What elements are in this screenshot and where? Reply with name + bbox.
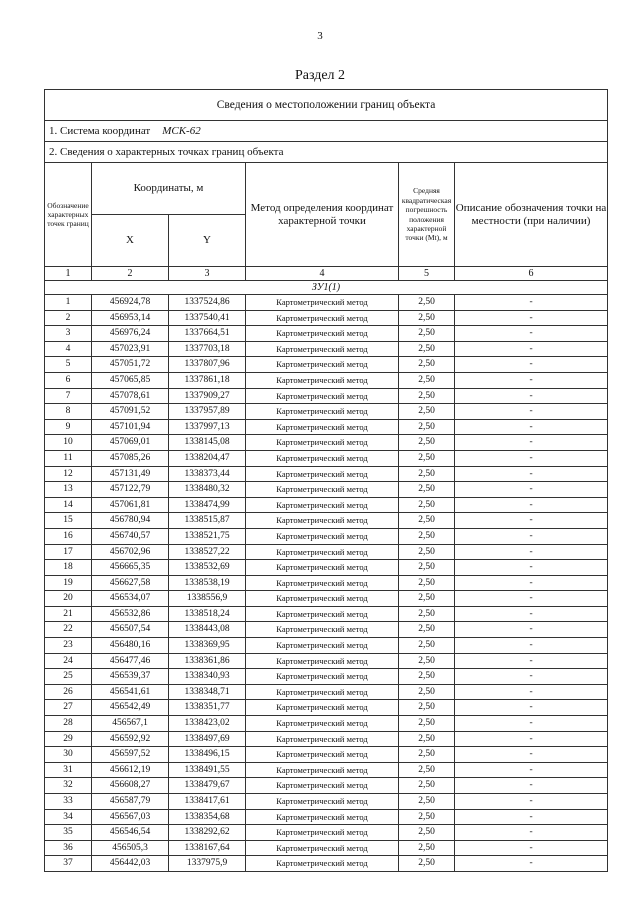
accuracy-cell: 2,50 [399, 653, 455, 669]
method-cell: Картометрический метод [246, 404, 399, 420]
description-cell: - [455, 575, 608, 591]
table-row [45, 326, 608, 342]
group-label: ЗУ1(1) [45, 281, 608, 295]
method-cell: Картометрический метод [246, 825, 399, 841]
method-cell: Картометрический метод [246, 372, 399, 388]
coord-y: 1338521,75 [169, 528, 246, 544]
table-row [45, 809, 608, 825]
accuracy-cell: 2,50 [399, 372, 455, 388]
coord-x: 456567,03 [92, 809, 169, 825]
table-row [45, 840, 608, 856]
point-number: 37 [45, 856, 92, 872]
point-number: 5 [45, 357, 92, 373]
table-row [45, 684, 608, 700]
point-number: 21 [45, 606, 92, 622]
accuracy-cell: 2,50 [399, 669, 455, 685]
coord-y: 1338480,32 [169, 482, 246, 498]
method-cell: Картометрический метод [246, 295, 399, 311]
coord-y: 1338497,69 [169, 731, 246, 747]
method-cell: Картометрический метод [246, 528, 399, 544]
method-cell: Картометрический метод [246, 809, 399, 825]
method-cell: Картометрический метод [246, 419, 399, 435]
point-number: 20 [45, 591, 92, 607]
method-cell: Картометрический метод [246, 856, 399, 872]
coord-y: 1337703,18 [169, 341, 246, 357]
coord-x: 456976,24 [92, 326, 169, 342]
column-numbers-row [45, 267, 608, 281]
point-number: 12 [45, 466, 92, 482]
description-cell: - [455, 638, 608, 654]
coord-x: 456597,52 [92, 747, 169, 763]
table-row [45, 778, 608, 794]
coord-x: 456480,16 [92, 638, 169, 654]
point-number: 11 [45, 450, 92, 466]
coord-x: 457069,01 [92, 435, 169, 451]
description-cell: - [455, 606, 608, 622]
table-row [45, 435, 608, 451]
coord-y: 1338515,87 [169, 513, 246, 529]
method-cell: Картометрический метод [246, 544, 399, 560]
coord-y: 1338443,08 [169, 622, 246, 638]
accuracy-cell: 2,50 [399, 388, 455, 404]
method-cell: Картометрический метод [246, 794, 399, 810]
coord-x: 457061,81 [92, 497, 169, 513]
coord-x: 456442,03 [92, 856, 169, 872]
description-cell: - [455, 840, 608, 856]
point-number: 15 [45, 513, 92, 529]
accuracy-cell: 2,50 [399, 341, 455, 357]
table-row [45, 762, 608, 778]
coord-x: 456780,94 [92, 513, 169, 529]
table-row [45, 544, 608, 560]
coord-y: 1338479,67 [169, 778, 246, 794]
description-cell: - [455, 310, 608, 326]
coord-x: 456477,46 [92, 653, 169, 669]
coord-y: 1337957,89 [169, 404, 246, 420]
coord-x: 456587,79 [92, 794, 169, 810]
header-x: X [92, 215, 169, 267]
point-number: 1 [45, 295, 92, 311]
point-number: 8 [45, 404, 92, 420]
coord-x: 457091,52 [92, 404, 169, 420]
method-cell: Картометрический метод [246, 840, 399, 856]
coordinate-system-label: 1. Система координат [49, 125, 151, 137]
point-number: 33 [45, 794, 92, 810]
coord-y: 1338556,9 [169, 591, 246, 607]
point-number: 9 [45, 419, 92, 435]
accuracy-cell: 2,50 [399, 528, 455, 544]
coord-y: 1338348,71 [169, 684, 246, 700]
table-row [45, 716, 608, 732]
points-label: 2. Сведения о характерных точках границ объекта [45, 142, 608, 163]
accuracy-cell: 2,50 [399, 622, 455, 638]
column-number: 5 [399, 267, 455, 281]
accuracy-cell: 2,50 [399, 638, 455, 654]
coord-x: 456532,86 [92, 606, 169, 622]
method-cell: Картометрический метод [246, 731, 399, 747]
method-cell: Картометрический метод [246, 450, 399, 466]
point-number: 22 [45, 622, 92, 638]
description-cell: - [455, 528, 608, 544]
coord-y: 1337861,18 [169, 372, 246, 388]
point-number: 35 [45, 825, 92, 841]
method-cell: Картометрический метод [246, 653, 399, 669]
accuracy-cell: 2,50 [399, 700, 455, 716]
point-number: 6 [45, 372, 92, 388]
method-cell: Картометрический метод [246, 310, 399, 326]
point-number: 2 [45, 310, 92, 326]
accuracy-cell: 2,50 [399, 560, 455, 576]
coord-y: 1337664,51 [169, 326, 246, 342]
accuracy-cell: 2,50 [399, 716, 455, 732]
coord-x: 456507,54 [92, 622, 169, 638]
coord-y: 1338361,86 [169, 653, 246, 669]
description-cell: - [455, 466, 608, 482]
method-cell: Картометрический метод [246, 513, 399, 529]
coord-x: 456546,54 [92, 825, 169, 841]
table-row [45, 700, 608, 716]
coord-x: 457051,72 [92, 357, 169, 373]
header-y: Y [169, 215, 246, 267]
table-row [45, 388, 608, 404]
description-cell: - [455, 684, 608, 700]
description-cell: - [455, 856, 608, 872]
coord-y: 1338417,61 [169, 794, 246, 810]
accuracy-cell: 2,50 [399, 513, 455, 529]
accuracy-cell: 2,50 [399, 856, 455, 872]
point-number: 28 [45, 716, 92, 732]
point-number: 4 [45, 341, 92, 357]
description-cell: - [455, 513, 608, 529]
accuracy-cell: 2,50 [399, 575, 455, 591]
coord-x: 457078,61 [92, 388, 169, 404]
coord-x: 457101,94 [92, 419, 169, 435]
coord-y: 1338351,77 [169, 700, 246, 716]
accuracy-cell: 2,50 [399, 840, 455, 856]
method-cell: Картометрический метод [246, 357, 399, 373]
coord-x: 457122,79 [92, 482, 169, 498]
description-cell: - [455, 762, 608, 778]
coord-x: 457131,49 [92, 466, 169, 482]
coordinate-system-value: МСК-62 [162, 125, 201, 137]
table-row [45, 591, 608, 607]
point-number: 27 [45, 700, 92, 716]
header-method: Метод определения координат характерной точки [246, 163, 399, 267]
description-cell: - [455, 497, 608, 513]
coord-y: 1337997,13 [169, 419, 246, 435]
description-cell: - [455, 778, 608, 794]
accuracy-cell: 2,50 [399, 544, 455, 560]
description-cell: - [455, 809, 608, 825]
table-row [45, 482, 608, 498]
description-cell: - [455, 404, 608, 420]
table-row [45, 404, 608, 420]
method-cell: Картометрический метод [246, 497, 399, 513]
coord-x: 456539,37 [92, 669, 169, 685]
coord-x: 456505,3 [92, 840, 169, 856]
description-cell: - [455, 731, 608, 747]
method-cell: Картометрический метод [246, 326, 399, 342]
accuracy-cell: 2,50 [399, 684, 455, 700]
coord-x: 456541,61 [92, 684, 169, 700]
header-designation: Обозначение характерных точек границ [45, 163, 92, 267]
description-cell: - [455, 450, 608, 466]
accuracy-cell: 2,50 [399, 450, 455, 466]
table-row [45, 310, 608, 326]
method-cell: Картометрический метод [246, 388, 399, 404]
table-row [45, 622, 608, 638]
coord-y: 1337909,27 [169, 388, 246, 404]
point-number: 14 [45, 497, 92, 513]
description-cell: - [455, 357, 608, 373]
description-cell: - [455, 716, 608, 732]
coord-y: 1338292,62 [169, 825, 246, 841]
method-cell: Картометрический метод [246, 747, 399, 763]
point-number: 7 [45, 388, 92, 404]
coord-x: 456665,35 [92, 560, 169, 576]
table-title: Сведения о местоположении границ объекта [45, 90, 608, 121]
table-row [45, 419, 608, 435]
description-cell: - [455, 435, 608, 451]
point-number: 32 [45, 778, 92, 794]
column-number: 3 [169, 267, 246, 281]
accuracy-cell: 2,50 [399, 310, 455, 326]
coord-x: 456592,92 [92, 731, 169, 747]
coord-x: 456702,96 [92, 544, 169, 560]
header-accuracy: Средняя квадратическая погрешность положения характерной точки (Mt), м [399, 163, 455, 267]
header-description: Описание обозначения точки на местности (при наличии) [455, 163, 608, 267]
point-number: 16 [45, 528, 92, 544]
description-cell: - [455, 372, 608, 388]
column-number: 2 [92, 267, 169, 281]
accuracy-cell: 2,50 [399, 404, 455, 420]
table-row [45, 606, 608, 622]
method-cell: Картометрический метод [246, 700, 399, 716]
accuracy-cell: 2,50 [399, 497, 455, 513]
table-row [45, 575, 608, 591]
method-cell: Картометрический метод [246, 435, 399, 451]
accuracy-cell: 2,50 [399, 731, 455, 747]
table-row [45, 466, 608, 482]
description-cell: - [455, 825, 608, 841]
method-cell: Картометрический метод [246, 716, 399, 732]
point-number: 23 [45, 638, 92, 654]
coord-y: 1338145,08 [169, 435, 246, 451]
coord-x: 456567,1 [92, 716, 169, 732]
column-number: 6 [455, 267, 608, 281]
coord-x: 456534,07 [92, 591, 169, 607]
accuracy-cell: 2,50 [399, 435, 455, 451]
accuracy-cell: 2,50 [399, 747, 455, 763]
table-row [45, 747, 608, 763]
coord-y: 1338518,24 [169, 606, 246, 622]
method-cell: Картометрический метод [246, 778, 399, 794]
table-row [45, 856, 608, 872]
table-row [45, 669, 608, 685]
coord-x: 457085,26 [92, 450, 169, 466]
table-row [45, 731, 608, 747]
coord-x: 456953,14 [92, 310, 169, 326]
method-cell: Картометрический метод [246, 638, 399, 654]
table-row [45, 341, 608, 357]
point-number: 30 [45, 747, 92, 763]
accuracy-cell: 2,50 [399, 357, 455, 373]
header-coordinates: Координаты, м [92, 163, 246, 215]
page-number: 3 [317, 30, 323, 42]
method-cell: Картометрический метод [246, 560, 399, 576]
accuracy-cell: 2,50 [399, 762, 455, 778]
description-cell: - [455, 700, 608, 716]
accuracy-cell: 2,50 [399, 419, 455, 435]
table-row [45, 560, 608, 576]
table-row [45, 357, 608, 373]
point-number: 26 [45, 684, 92, 700]
coord-y: 1337524,86 [169, 295, 246, 311]
accuracy-cell: 2,50 [399, 482, 455, 498]
point-number: 24 [45, 653, 92, 669]
table-row [45, 372, 608, 388]
description-cell: - [455, 341, 608, 357]
description-cell: - [455, 669, 608, 685]
coord-y: 1337540,41 [169, 310, 246, 326]
accuracy-cell: 2,50 [399, 778, 455, 794]
point-number: 29 [45, 731, 92, 747]
table-row [45, 638, 608, 654]
description-cell: - [455, 295, 608, 311]
table-row [45, 450, 608, 466]
coord-x: 456924,78 [92, 295, 169, 311]
coord-y: 1338167,64 [169, 840, 246, 856]
coord-x: 457065,85 [92, 372, 169, 388]
coord-x: 456608,27 [92, 778, 169, 794]
coord-y: 1337975,9 [169, 856, 246, 872]
coord-y: 1338369,95 [169, 638, 246, 654]
coord-y: 1338532,69 [169, 560, 246, 576]
method-cell: Картометрический метод [246, 482, 399, 498]
section-title: Раздел 2 [294, 68, 346, 83]
description-cell: - [455, 591, 608, 607]
table-row [45, 497, 608, 513]
method-cell: Картометрический метод [246, 606, 399, 622]
accuracy-cell: 2,50 [399, 591, 455, 607]
description-cell: - [455, 388, 608, 404]
description-cell: - [455, 747, 608, 763]
description-cell: - [455, 794, 608, 810]
point-number: 17 [45, 544, 92, 560]
coord-y: 1338474,99 [169, 497, 246, 513]
accuracy-cell: 2,50 [399, 794, 455, 810]
table-row [45, 513, 608, 529]
coordinate-system-row [45, 121, 608, 142]
point-number: 10 [45, 435, 92, 451]
coord-y: 1338527,22 [169, 544, 246, 560]
point-number: 19 [45, 575, 92, 591]
coord-x: 456740,57 [92, 528, 169, 544]
coord-y: 1338204,47 [169, 450, 246, 466]
coord-y: 1338491,55 [169, 762, 246, 778]
method-cell: Картометрический метод [246, 341, 399, 357]
table-row [45, 528, 608, 544]
method-cell: Картометрический метод [246, 591, 399, 607]
coord-y: 1338423,02 [169, 716, 246, 732]
point-number: 34 [45, 809, 92, 825]
description-cell: - [455, 544, 608, 560]
point-number: 18 [45, 560, 92, 576]
accuracy-cell: 2,50 [399, 326, 455, 342]
point-number: 36 [45, 840, 92, 856]
method-cell: Картометрический метод [246, 684, 399, 700]
point-number: 31 [45, 762, 92, 778]
column-number: 4 [246, 267, 399, 281]
accuracy-cell: 2,50 [399, 606, 455, 622]
method-cell: Картометрический метод [246, 622, 399, 638]
column-number: 1 [45, 267, 92, 281]
coord-y: 1338538,19 [169, 575, 246, 591]
table-row [45, 295, 608, 311]
coord-x: 457023,91 [92, 341, 169, 357]
coord-y: 1338340,93 [169, 669, 246, 685]
method-cell: Картометрический метод [246, 762, 399, 778]
description-cell: - [455, 560, 608, 576]
coord-y: 1338373,44 [169, 466, 246, 482]
coord-x: 456627,58 [92, 575, 169, 591]
coord-x: 456612,19 [92, 762, 169, 778]
table-row [45, 794, 608, 810]
coord-y: 1337807,96 [169, 357, 246, 373]
point-number: 13 [45, 482, 92, 498]
accuracy-cell: 2,50 [399, 825, 455, 841]
coord-y: 1338496,15 [169, 747, 246, 763]
description-cell: - [455, 653, 608, 669]
accuracy-cell: 2,50 [399, 466, 455, 482]
coord-y: 1338354,68 [169, 809, 246, 825]
accuracy-cell: 2,50 [399, 809, 455, 825]
description-cell: - [455, 622, 608, 638]
coord-x: 456542,49 [92, 700, 169, 716]
accuracy-cell: 2,50 [399, 295, 455, 311]
description-cell: - [455, 419, 608, 435]
boundary-table [44, 89, 608, 872]
method-cell: Картометрический метод [246, 575, 399, 591]
description-cell: - [455, 482, 608, 498]
table-row [45, 825, 608, 841]
point-number: 3 [45, 326, 92, 342]
method-cell: Картометрический метод [246, 466, 399, 482]
description-cell: - [455, 326, 608, 342]
method-cell: Картометрический метод [246, 669, 399, 685]
point-number: 25 [45, 669, 92, 685]
table-row [45, 653, 608, 669]
